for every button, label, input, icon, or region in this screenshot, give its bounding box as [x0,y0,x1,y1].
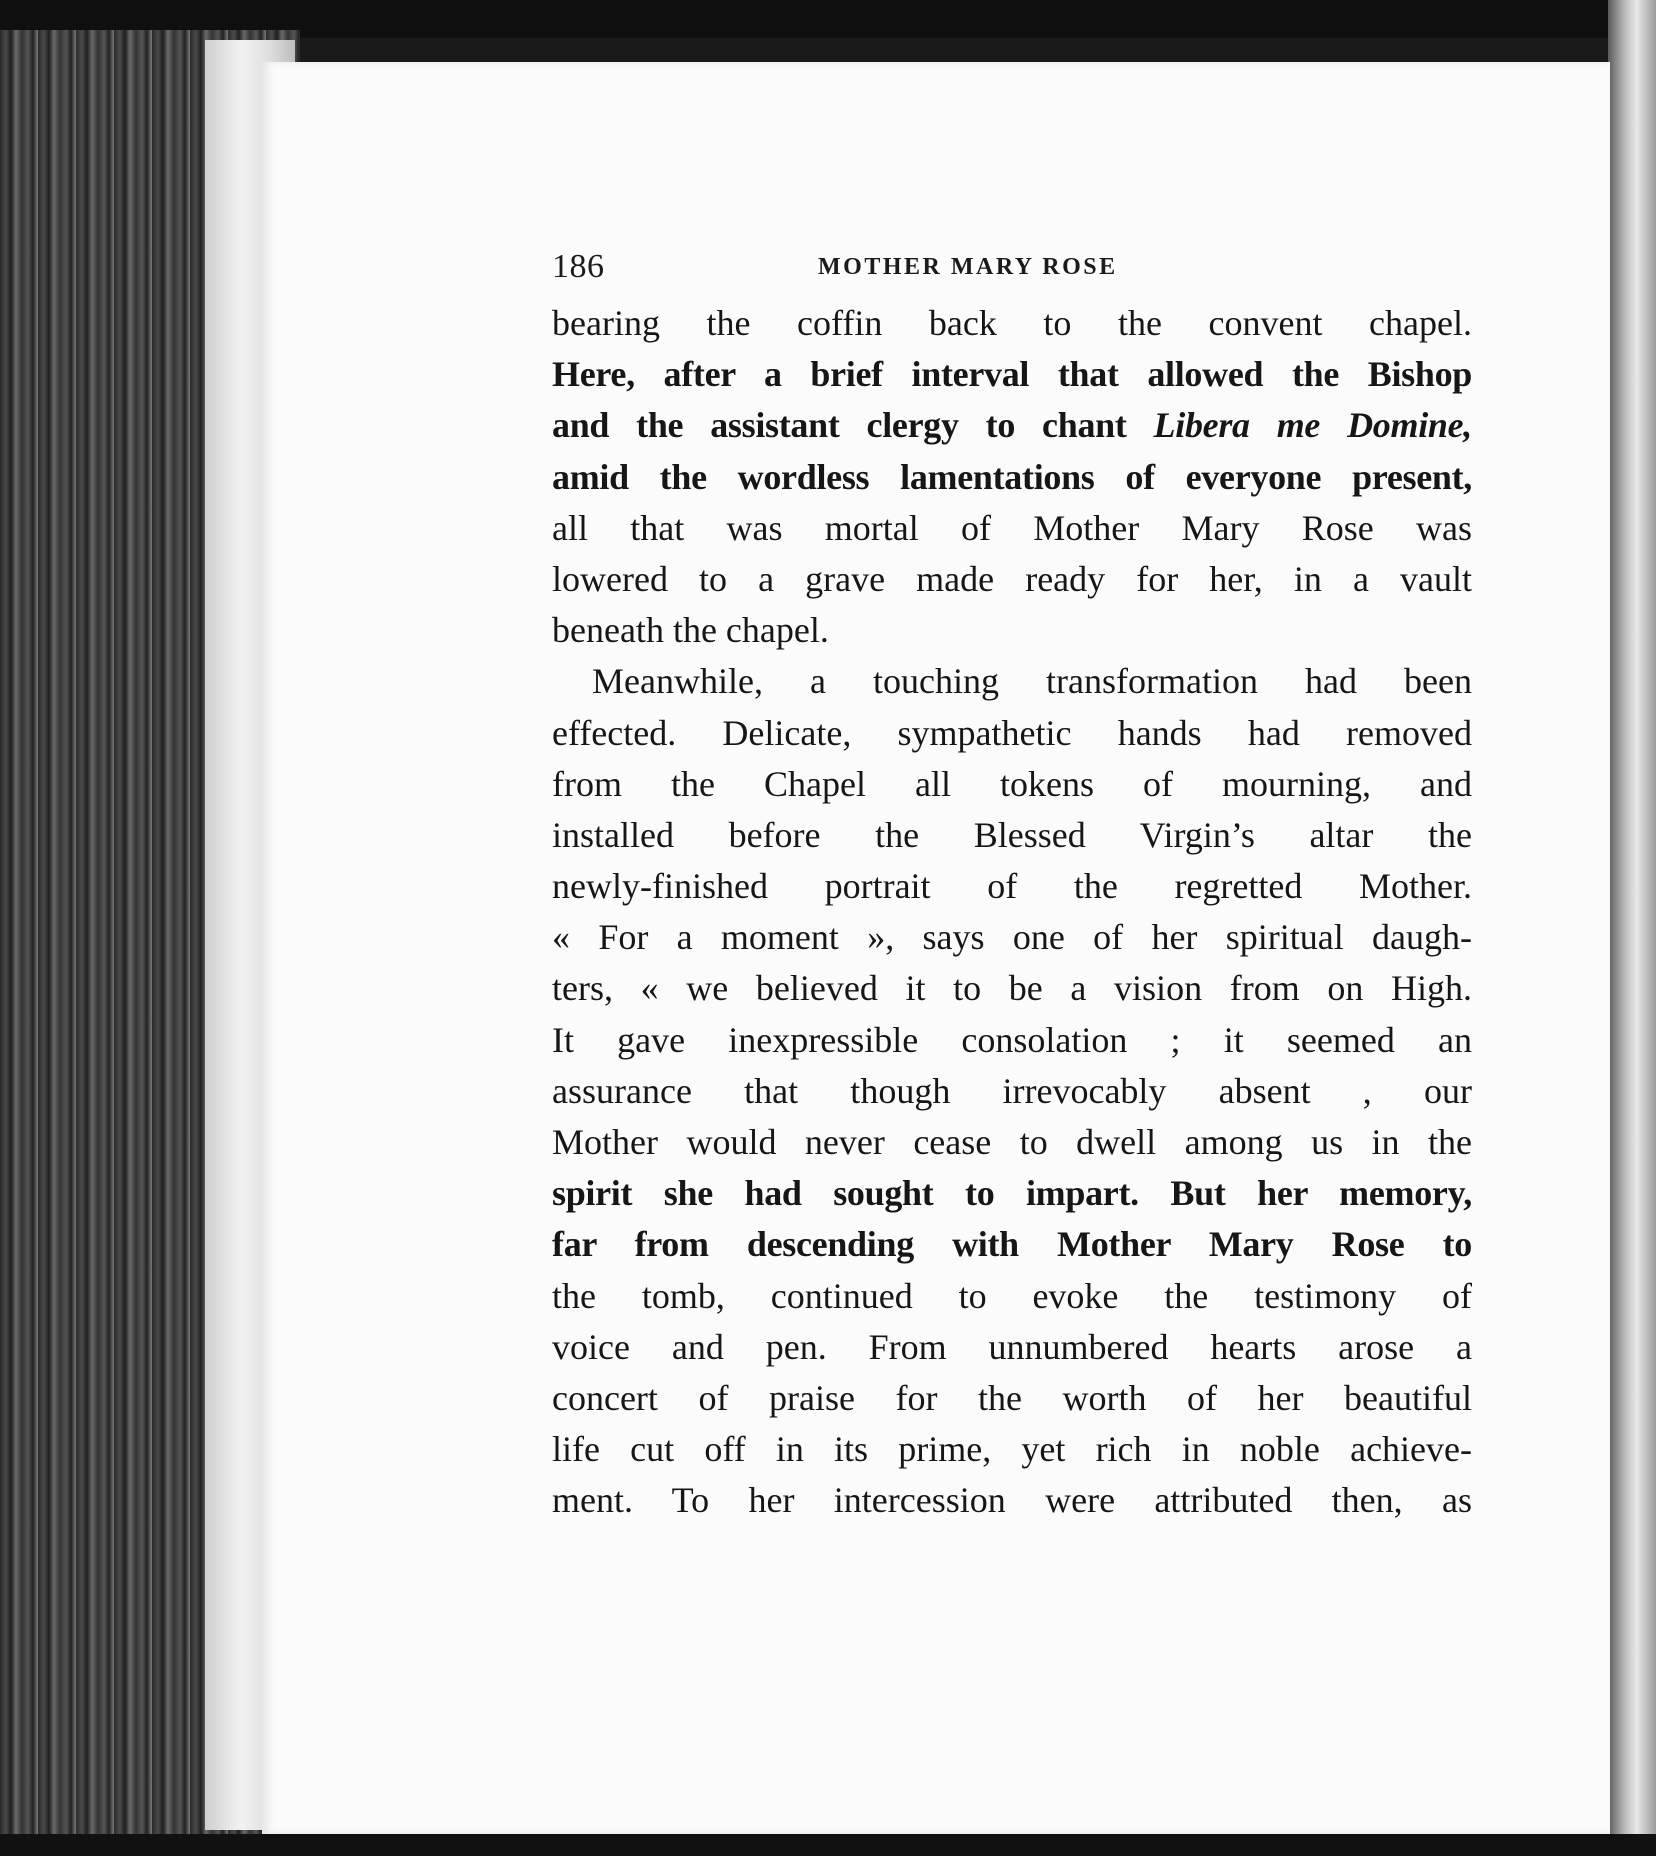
right-page-edge [1608,0,1656,1856]
text-line: amid the wordless lamentations of everyone present, [552,456,1472,497]
page-number: 186 [552,248,605,285]
text-line: assurance that though irrevocably absent , our [552,1070,1472,1111]
page-content [552,248,1472,1527]
text-line: bearing the coffin back to the convent chapel. [552,303,1472,343]
text-line: life cut off in its prime, yet rich in noble achieve- [552,1429,1472,1470]
text-line: Mother would never cease to dwell among us in the [552,1122,1472,1162]
text-line: ters, « we believed it to be a vision from on High. [552,968,1472,1009]
text-line: the tomb, continued to evoke the testimony of [552,1275,1472,1316]
text-line: installed before the Blessed Virgin’s altar the [552,814,1472,855]
background-bottom [0,1834,1656,1856]
text-segment: and the assistant clergy to chant [552,405,1154,446]
text-line: beneath the chapel. [552,610,829,651]
text-line: Here, after a brief interval that allowed the Bishop [552,354,1472,395]
text-line: effected. Delicate, sympathetic hands had removed [552,712,1472,753]
running-title: MOTHER MARY ROSE [818,254,1118,280]
text-line: concert of praise for the worth of her beautiful [552,1377,1472,1418]
text-line: from the Chapel all tokens of mourning, and [552,763,1472,804]
text-line: ment. To her intercession were attributed then, as [552,1480,1472,1521]
text-line: « For a moment », says one of her spiritual daugh- [552,917,1472,958]
paragraph [552,656,1472,1526]
text-line: all that was mortal of Mother Mary Rose was [552,507,1472,548]
book-page [262,62,1610,1834]
text-line [552,400,1472,451]
text-line: voice and pen. From unnumbered hearts arose a [552,1326,1472,1367]
body-text [552,298,1472,1527]
running-head [552,248,1472,296]
text-line: spirit she had sought to impart. But her memory, [552,1173,1472,1214]
text-line: newly-finished portrait of the regretted Mother. [552,866,1472,907]
text-line: far from descending with Mother Mary Rose to [552,1224,1472,1265]
text-line: It gave inexpressible consolation ; it seemed an [552,1019,1472,1060]
text-line: lowered to a grave made ready for her, in a vault [552,558,1472,599]
paragraph [552,298,1472,656]
text-line: Meanwhile, a touching transformation had been [592,661,1472,702]
italic-phrase: Libera me Domine, [1153,405,1472,446]
